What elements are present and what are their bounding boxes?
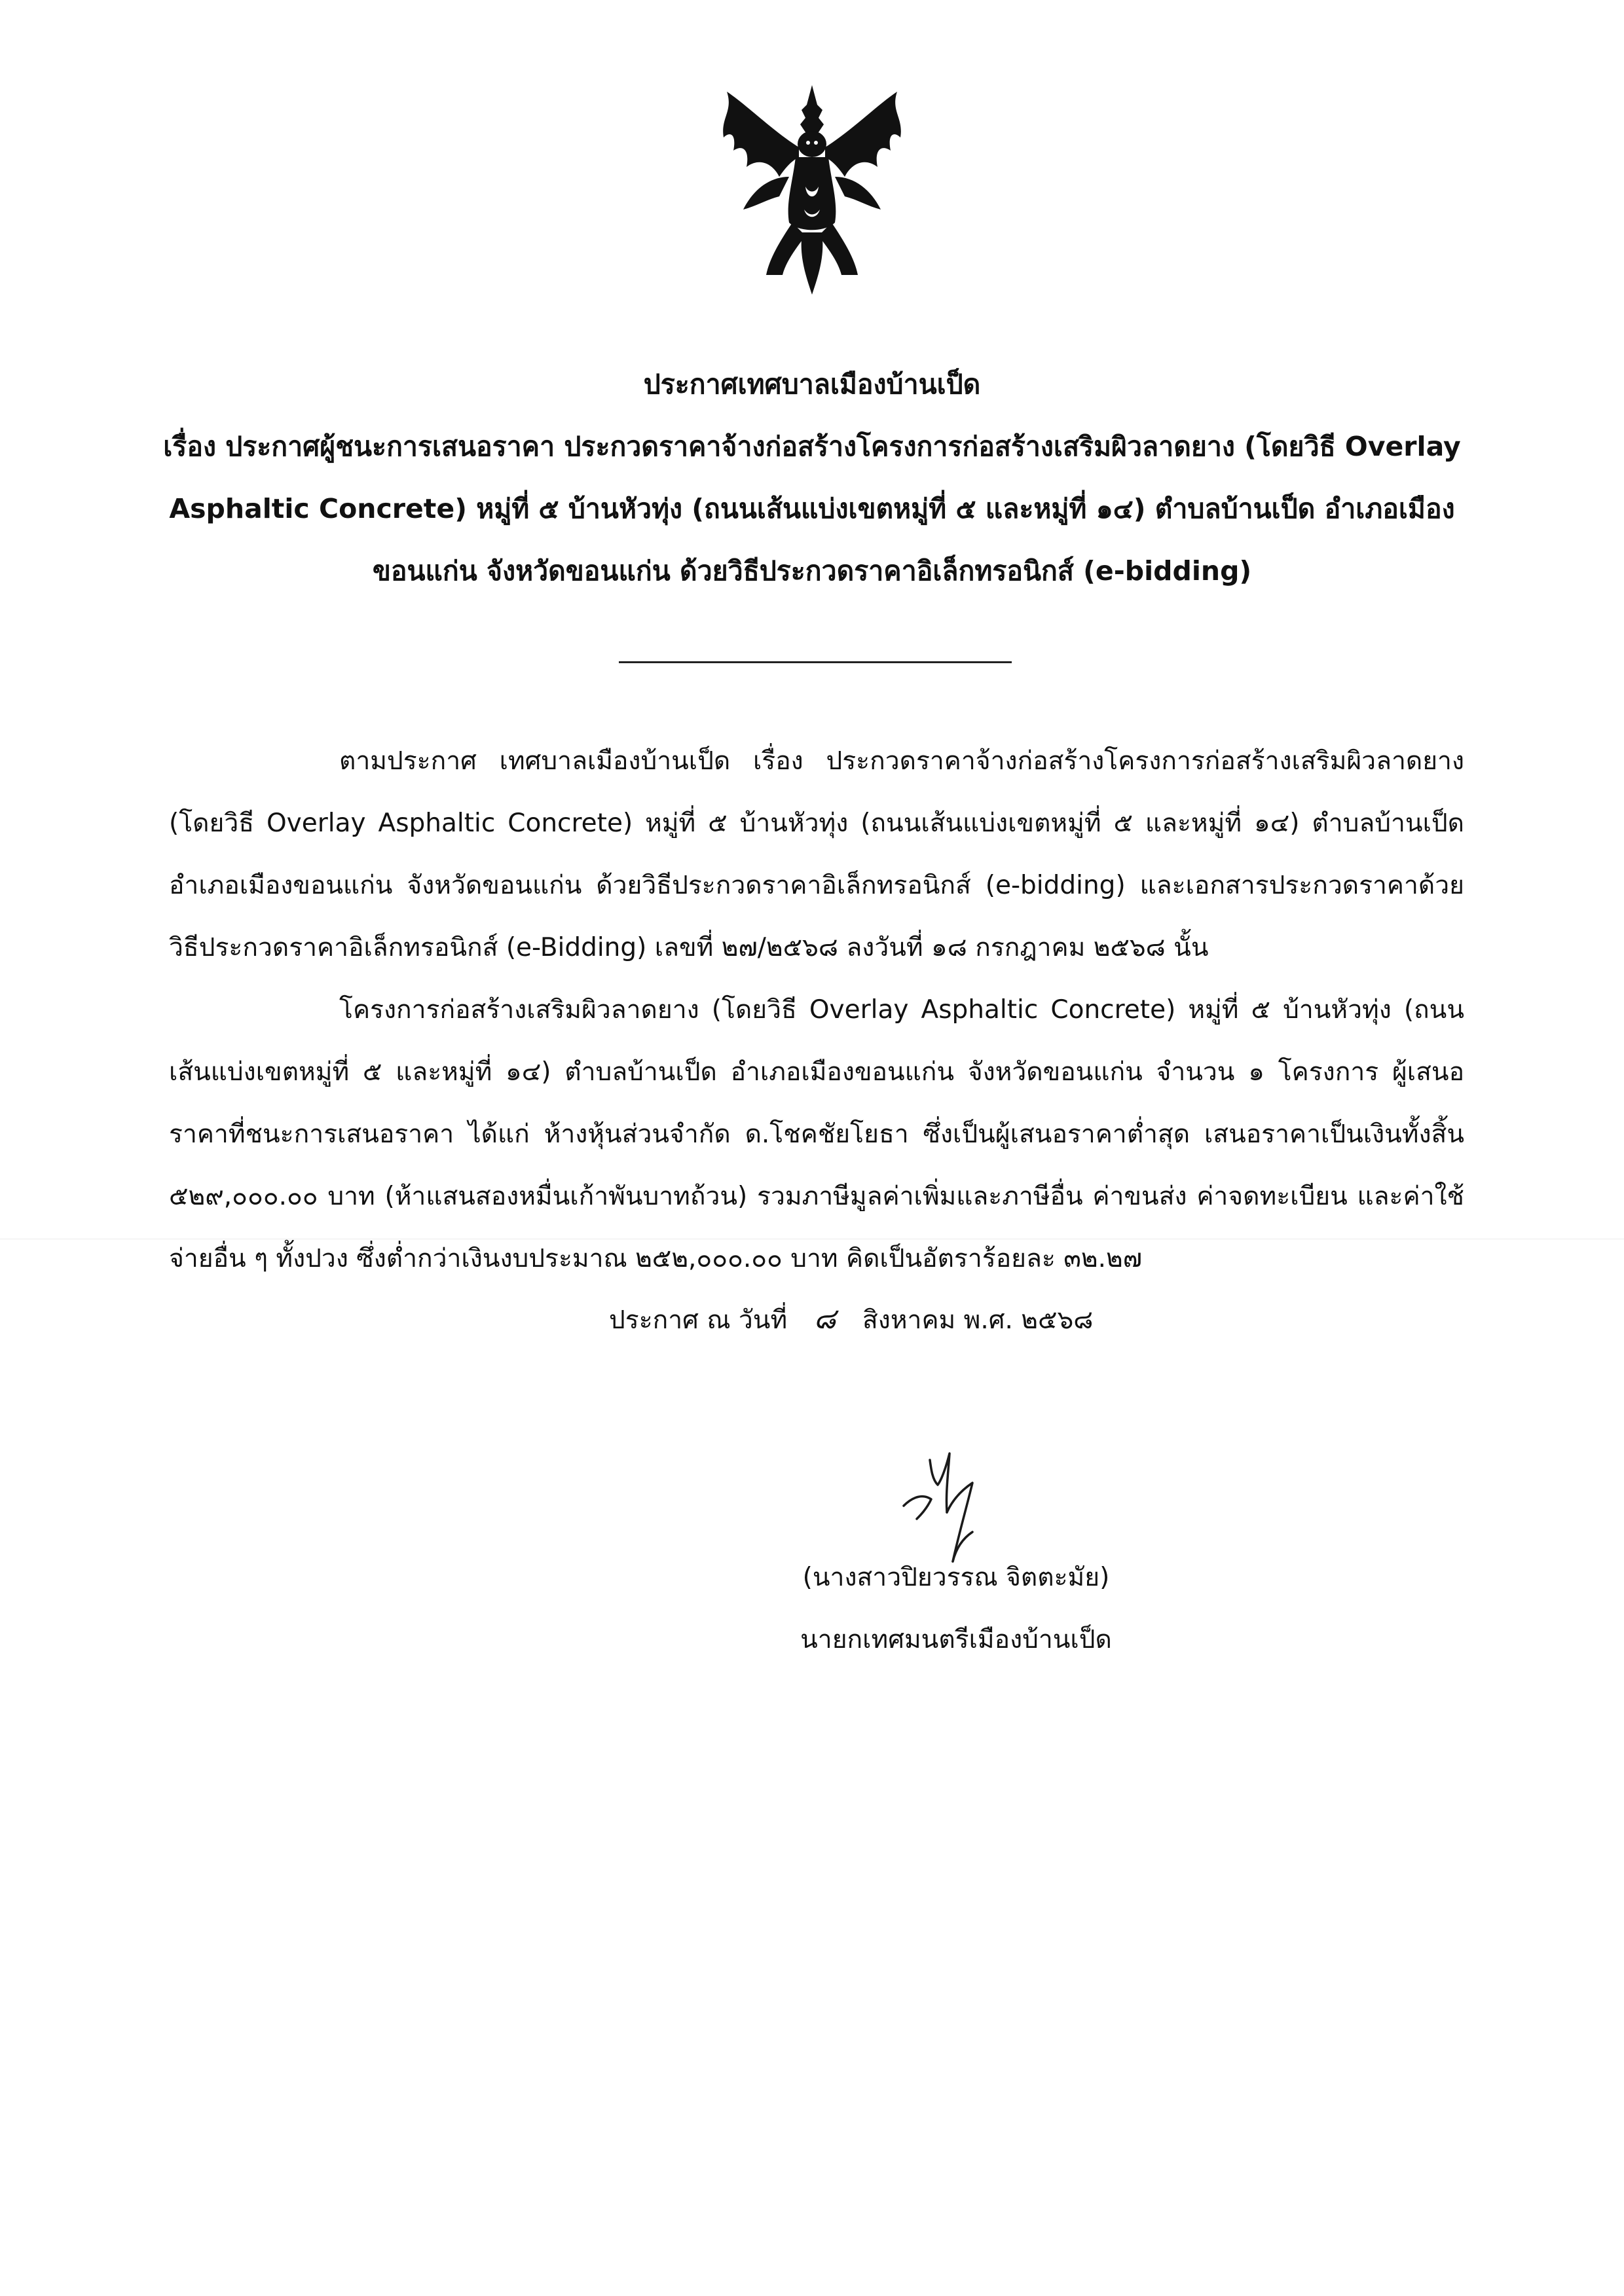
page-title: ประกาศเทศบาลเมืองบ้านเป็ด <box>643 369 981 400</box>
subject-line: เรื่อง ประกาศผู้ชนะการเสนอราคา ประกวดราคาจ้างก่อสร้างโครงการก่อสร้างเสริมผิวลาดยาง (โดยวิธี Overlay <box>163 431 1461 462</box>
signer-name: (นางสาวปิยวรรณ จิตตะมัย) <box>802 1563 1110 1592</box>
subject-heading <box>151 416 1473 602</box>
signer-position: นายกเทศมนตรีเมืองบ้านเป็ด <box>800 1625 1112 1654</box>
date-prefix: ประกาศ ณ วันที่ <box>609 1305 788 1335</box>
body-paragraph-winner: โครงการก่อสร้างเสริมผิวลาดยาง (โดยวิธี Overlay Asphaltic Concrete) หมู่ที่ ๕ บ้านหัวทุ่ง (ถนนเส้นแบ่งเขตหมู่ที่ ๕ และหมู่ที่ ๑๔) ตำบลบ้านเป็ด อำเภอเมืองขอนแก่น จังหวัดขอนแก่น จำนวน ๑ โครงการ ผู้เสนอราคาที่ชนะการเสนอราคา ได้แก่ ห้างหุ้นส่วนจำกัด ด.โชคชัยโยธา ซึ่งเป็นผู้เสนอราคาต่ำสุด เสนอราคาเป็นเงินทั้งสิ้น ๕๒๙,๐๐๐.๐๐ บาท (ห้าแสนสองหมื่นเก้าพันบาทถ้วน) รวมภาษีมูลค่าเพิ่มและภาษีอื่น ค่าขนส่ง ค่าจดทะเบียน และค่าใช้จ่ายอื่น ๆ ทั้งปวง ซึ่งต่ำกว่าเงินงบประมาณ ๒๕๒,๐๐๐.๐๐ บาท คิดเป็นอัตราร้อยละ ๓๒.๒๗ <box>169 995 1464 1273</box>
date-month-year: สิงหาคม พ.ศ. ๒๕๖๘ <box>862 1305 1094 1335</box>
subject-line: ขอนแก่น จังหวัดขอนแก่น ด้วยวิธีประกวดราคาอิเล็กทรอนิกส์ (e-bidding) <box>372 555 1252 587</box>
title-divider <box>619 661 1012 663</box>
date-day: ๘ <box>813 1302 836 1336</box>
announcement-date <box>609 1300 1093 1340</box>
garuda-emblem-icon <box>707 79 917 301</box>
subject-line: Asphaltic Concrete) หมู่ที่ ๕ บ้านหัวทุ่ง (ถนนเส้นแบ่งเขตหมู่ที่ ๕ และหมู่ที่ ๑๔) ตำบลบ้านเป็ด อำเภอเมือง <box>169 493 1455 524</box>
body-paragraph-reference: ตามประกาศ เทศบาลเมืองบ้านเป็ด เรื่อง ประกวดราคาจ้างก่อสร้างโครงการก่อสร้างเสริมผิวลาดยาง (โดยวิธี Overlay Asphaltic Concrete) หมู่ที่ ๕ บ้านหัวทุ่ง (ถนนเส้นแบ่งเขตหมู่ที่ ๕ และหมู่ที่ ๑๔) ตำบลบ้านเป็ด อำเภอเมืองขอนแก่น จังหวัดขอนแก่น ด้วยวิธีประกวดราคาอิเล็กทรอนิกส์ (e-bidding) และเอกสารประกวดราคาด้วยวิธีประกวดราคาอิเล็กทรอนิกส์ (e-Bidding) เลขที่ ๒๗/๒๕๖๘ ลงวันที่ ๑๘ กรกฎาคม ๒๕๖๘ นั้น <box>169 746 1464 962</box>
